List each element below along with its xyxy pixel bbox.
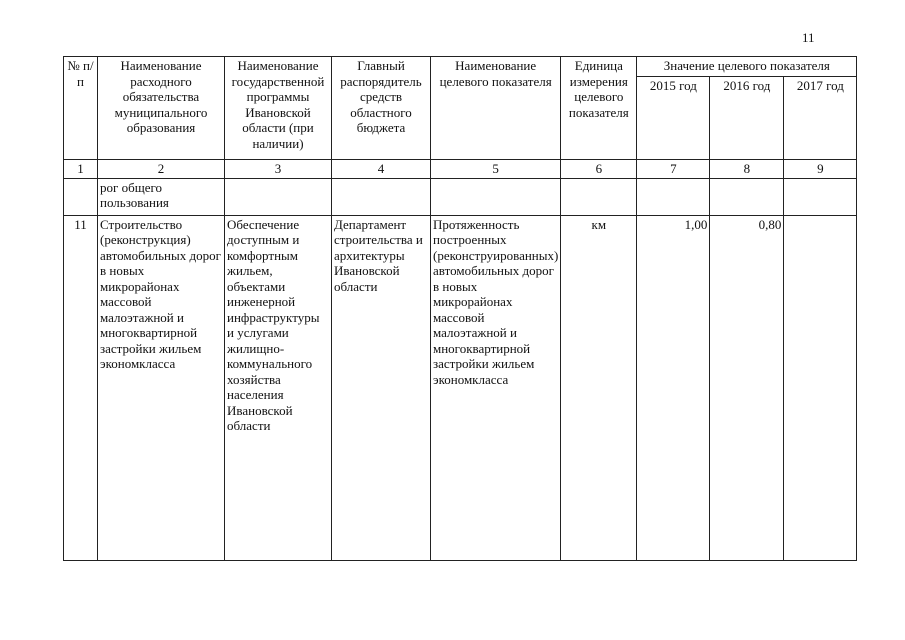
- header-num: № п/п: [64, 57, 98, 160]
- header-manager: Главный распорядитель средств областного бюджета: [332, 57, 431, 160]
- row-number: 11: [64, 215, 98, 560]
- row-indicator: Протяженность построенных (реконструированных) автомобильных дорог в новых микрорайонах массовой малоэтажной и многоквартирной застройки жильем экономкласса: [431, 215, 561, 560]
- column-number-row: [64, 160, 857, 179]
- row-value-2015: 1,00: [637, 215, 710, 560]
- column-number-4: 4: [332, 160, 431, 179]
- row-unit: км: [561, 215, 637, 560]
- column-number-1: 1: [64, 160, 98, 179]
- row-manager: Департамент строительства и архитектуры Ивановской области: [332, 215, 431, 560]
- header-value-group: Значение целевого показателя: [637, 57, 857, 77]
- column-number-6: 6: [561, 160, 637, 179]
- column-number-3: 3: [225, 160, 332, 179]
- continuation-row: [64, 178, 857, 215]
- continuation-text: рог общего пользования: [98, 178, 225, 215]
- page-number: 11: [802, 30, 815, 45]
- row-value-2017: [784, 215, 857, 560]
- column-number-2: 2: [98, 160, 225, 179]
- column-number-8: 8: [710, 160, 784, 179]
- header-program: Наименование государственной программы Ивановской области (при наличии): [225, 57, 332, 160]
- header-year-2016: 2016 год: [710, 77, 784, 160]
- column-number-9: 9: [784, 160, 857, 179]
- header-row-1: [64, 57, 857, 77]
- row-program: Обеспечение доступным и комфортным жильем, объектами инженерной инфраструктуры и услугами жилищно-коммунального хозяйства населения Ивановской области: [225, 215, 332, 560]
- header-unit: Единица измерения целевого показателя: [561, 57, 637, 160]
- header-year-2015: 2015 год: [637, 77, 710, 160]
- indicator-table: [63, 56, 857, 561]
- row-obligation: Строительство (реконструкция) автомобильных дорог в новых микрорайонах массовой малоэтажной и многоквартирной застройки жильем экономкласса: [98, 215, 225, 560]
- header-indicator: Наименование целевого показателя: [431, 57, 561, 160]
- header-year-2017: 2017 год: [784, 77, 857, 160]
- row-value-2016: 0,80: [710, 215, 784, 560]
- column-number-5: 5: [431, 160, 561, 179]
- column-number-7: 7: [637, 160, 710, 179]
- table-row: [64, 215, 857, 560]
- header-obligation: Наименование расходного обязательства муниципального образования: [98, 57, 225, 160]
